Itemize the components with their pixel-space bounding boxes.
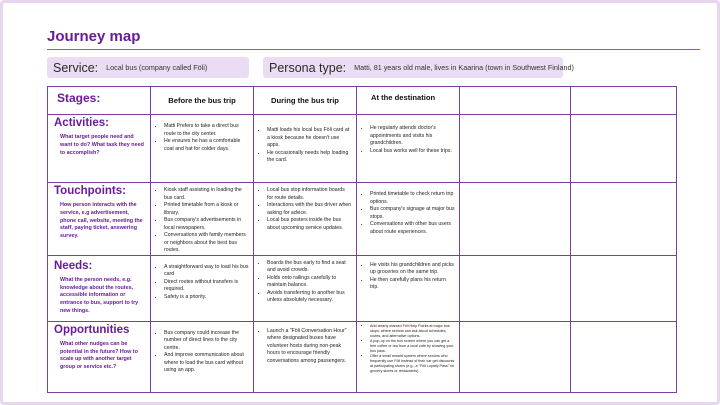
empty-cell — [460, 321, 571, 392]
journey-map-table — [47, 86, 677, 393]
empty-cell — [460, 255, 571, 321]
row-header-cell — [48, 255, 151, 321]
row-header-cell — [48, 115, 151, 183]
table-row — [48, 115, 677, 183]
list-item: • Add clearly marked Föli Help Points at major bus stops, where seniors can ask about schedules, routes, and alternative options. — [370, 324, 455, 339]
empty-cell — [571, 183, 677, 256]
empty-cell — [460, 183, 571, 256]
title-divider — [47, 49, 700, 50]
stage-cell — [151, 115, 254, 183]
row-header-cell — [48, 183, 151, 256]
list-item: • Local bus stop information boards for route details. — [267, 187, 352, 202]
column-header-cell — [151, 87, 254, 115]
persona-chip — [263, 57, 574, 78]
stage-cell — [151, 255, 254, 321]
row-title: Opportunities — [54, 323, 130, 336]
column-header-cell — [254, 87, 357, 115]
bullet-list — [357, 191, 459, 236]
list-item: • Avoids transferring to another bus unless absolutely necessary. — [267, 290, 352, 305]
list-item: • Direct routes without transfers is required. — [164, 279, 249, 294]
persona-value: Matti, 81 years old male, lives in Kaarina (town in Southwest Finland) — [354, 63, 574, 72]
table-header-row — [48, 87, 677, 115]
stage-cell — [151, 183, 254, 256]
list-item: • He ensures he has a comfortable coat and hat for colder days. — [164, 138, 249, 153]
list-item: • He regularly attends doctor's appointments and visits his grandchildren. — [370, 125, 455, 148]
empty-cell — [571, 321, 677, 392]
list-item: • Matti Prefers to take a direct bus route to the city center. — [164, 123, 249, 138]
stages-header-cell — [48, 87, 151, 115]
list-item: • Local bus posters inside the bus about upcoming service updates. — [267, 217, 352, 232]
stage-cell — [357, 321, 460, 392]
list-item: • Safety is a priority. — [164, 294, 249, 302]
row-header-cell — [48, 321, 151, 392]
list-item: • Printed timetable to check return trip options. — [370, 191, 455, 206]
stage-cell — [254, 255, 357, 321]
row-header — [48, 256, 150, 316]
list-item: • Boards the bus early to find a seat and avoid crowds. — [267, 260, 352, 275]
bullet-list — [151, 123, 253, 153]
stage-cell — [254, 183, 357, 256]
bullet-list — [357, 324, 459, 374]
row-header — [48, 183, 150, 241]
list-item: • He occasionally needs help loading the card. — [267, 150, 352, 165]
list-item: • Matti loads his local bus Föli card at a kiosk because he doesn't use apps. — [267, 127, 352, 150]
page-title: Journey map — [47, 28, 141, 45]
bullet-list — [151, 330, 253, 375]
row-subtitle: How person interacts with the service, e.g advertisement, phone call, website, meeting the staff, paying ticket, answering survey. — [60, 202, 143, 240]
column-header: At the destination — [371, 93, 436, 102]
list-item: • Printed timetable from a kiosk or library. — [164, 202, 249, 217]
bullet-list — [151, 264, 253, 302]
row-title: Needs: — [54, 259, 93, 272]
bullet-list — [357, 125, 459, 155]
empty-cell — [460, 115, 571, 183]
table-row — [48, 255, 677, 321]
list-item: • Offer a small reward system where seniors who frequently use Föli instead of their car get discounts at participating stores (e.g., a "Föli Loyalty Pass" for grocery stores or restaurants). — [370, 354, 455, 374]
bullet-list — [254, 127, 356, 165]
row-header — [48, 322, 150, 372]
row-subtitle: What other nudges can be potential in the future? How to scale up with another target group or service etc.? — [60, 340, 138, 371]
empty-cell — [571, 87, 677, 115]
list-item: • A pop-up on the bus screen where you can get a free coffee or tea from a local café by showing your bus pass. — [370, 339, 455, 354]
list-item: • Bus company could increase the number of direct lines to the city centre. — [164, 330, 249, 353]
empty-cell — [571, 255, 677, 321]
stage-cell — [357, 115, 460, 183]
row-title: Touchpoints: — [54, 185, 126, 197]
stage-cell — [357, 183, 460, 256]
stage-cell — [254, 321, 357, 392]
empty-cell — [460, 87, 571, 115]
service-value: Local bus (company called Föli) — [106, 63, 208, 72]
row-subtitle: What target people need and want to do? What task they need to accomplish? — [60, 134, 144, 156]
list-item: • A straightforward way to load his bus card — [164, 264, 249, 279]
row-header — [48, 115, 150, 157]
table-row — [48, 183, 677, 256]
row-subtitle: What the person needs, e.g. knowledge about the routes, accessible information or entrance to bus, support to try new things. — [60, 276, 139, 315]
list-item: • Interactions with the bus driver when asking for advice. — [267, 202, 352, 217]
list-item: • Kiosk staff assisting in loading the bus card. — [164, 187, 249, 202]
column-header-cell — [357, 87, 460, 115]
row-title: Activities: — [54, 117, 109, 129]
list-item: • Bus company's advertisements in local newspapers. — [164, 217, 249, 232]
bullet-list — [254, 187, 356, 232]
list-item: • Holds onto railings carefully to maintain balance. — [267, 275, 352, 290]
service-chip — [47, 57, 249, 78]
list-item: • Launch a "Föli Conversation Hour" where designated buses have volunteer hosts during non-peak hours to encourage friendly conversations among passengers. — [267, 328, 352, 366]
list-item: • He then carefully plans his return trip. — [370, 277, 455, 292]
empty-cell — [571, 115, 677, 183]
bullet-list — [357, 262, 459, 292]
list-item: • Bus company's signage at major bus stops. — [370, 206, 455, 221]
list-item: • Conversations with family members or neighbors about the best bus routes. — [164, 232, 249, 255]
bullet-list — [151, 187, 253, 255]
list-item: • He visits his grandchildren and picks up groceries on the same trip. — [370, 262, 455, 277]
stage-cell — [254, 115, 357, 183]
column-header: Before the bus trip — [168, 96, 236, 105]
stages-label: Stages: — [57, 91, 101, 105]
list-item: • And improve communication about where to load the bus card without using an app. — [164, 352, 249, 375]
table-row — [48, 321, 677, 392]
column-header: During the bus trip — [271, 96, 339, 105]
list-item: • Local bus works well for these trips. — [370, 148, 455, 156]
persona-label: Persona type: — [269, 60, 347, 75]
stage-cell — [357, 255, 460, 321]
bullet-list — [254, 260, 356, 305]
list-item: • Conversations with other bus users about route experiences. — [370, 221, 455, 236]
bullet-list — [254, 328, 356, 366]
service-label: Service: — [53, 60, 99, 75]
stage-cell — [151, 321, 254, 392]
